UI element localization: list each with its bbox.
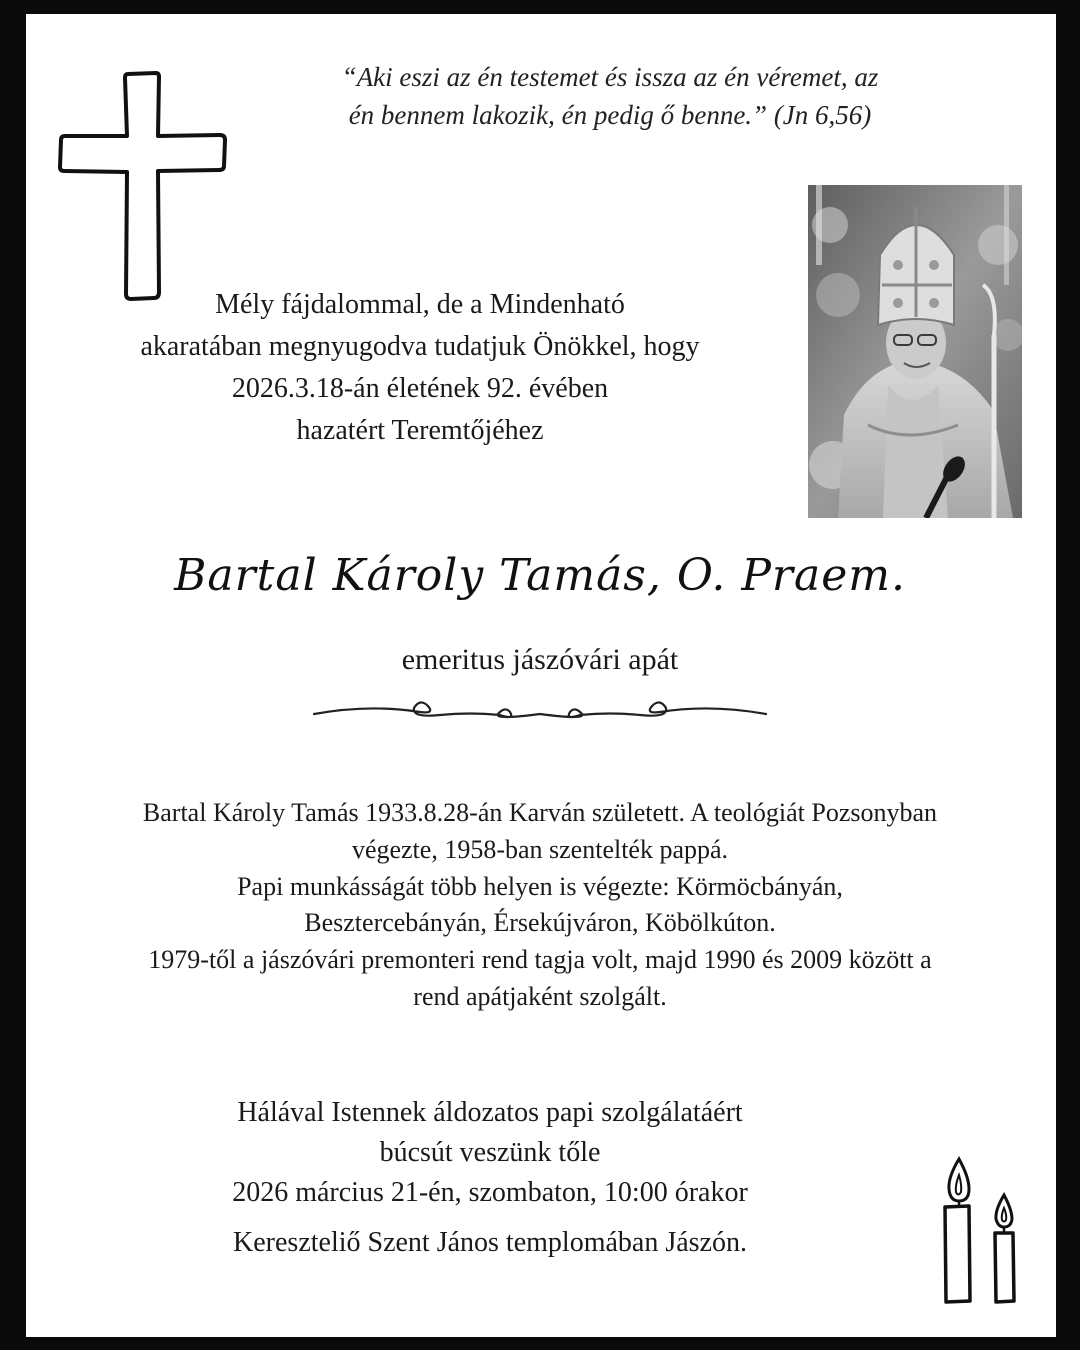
- announcement-line: hazatért Teremtőjéhez: [296, 415, 544, 446]
- cross-icon: [58, 70, 228, 302]
- flourish-divider: [310, 690, 770, 730]
- funeral-information: [90, 1093, 890, 1263]
- candles-icon: [932, 1155, 1028, 1307]
- bio-line: 1979-től a jászóvári premonteri rend tagja volt, majd 1990 és 2009 között a: [148, 945, 932, 975]
- closing-line: 2026 március 21-én, szombaton, 10:00 órakor: [232, 1177, 748, 1208]
- bio-line: végezte, 1958-ban szentelték pappá.: [351, 834, 729, 864]
- death-announcement: [40, 284, 800, 452]
- portrait-photo: [808, 185, 1022, 518]
- deceased-title: emeritus jászóvári apát: [401, 643, 679, 676]
- closing-line: Hálával Istennek áldozatos papi szolgálatáért: [237, 1097, 743, 1128]
- bio-line: Bartal Károly Tamás 1933.8.28-án Karván született. A teológiát Pozsonyban: [142, 798, 938, 827]
- funeral-venue: Kereszteliő Szent János templomában Jászón.: [233, 1227, 747, 1258]
- deceased-name: Bartal Károly Tamás, O. Praem.: [174, 550, 906, 601]
- closing-line: búcsút veszünk tőle: [379, 1137, 601, 1168]
- bio-line: rend apátjaként szolgált.: [413, 981, 667, 1011]
- scripture-quote: [220, 58, 1000, 134]
- announcement-line: akaratában megnyugodva tudatjuk Önökkel, hogy: [140, 331, 700, 362]
- bio-line: Besztercebányán, Érsekújváron, Köbölkúton.: [304, 908, 776, 938]
- biography: [40, 795, 1040, 1016]
- quote-line-1: “Aki eszi az én testemet és issza az én véremet, az: [341, 62, 879, 92]
- announcement-line: Mély fájdalommal, de a Mindenható: [215, 289, 625, 320]
- bio-line: Papi munkásságát több helyen is végezte: Körmöcbányán,: [237, 871, 843, 901]
- quote-line-2: én bennem lakozik, én pedig ő benne.” (Jn 6,56): [348, 100, 872, 130]
- announcement-line: 2026.3.18-án életének 92. évében: [231, 373, 609, 404]
